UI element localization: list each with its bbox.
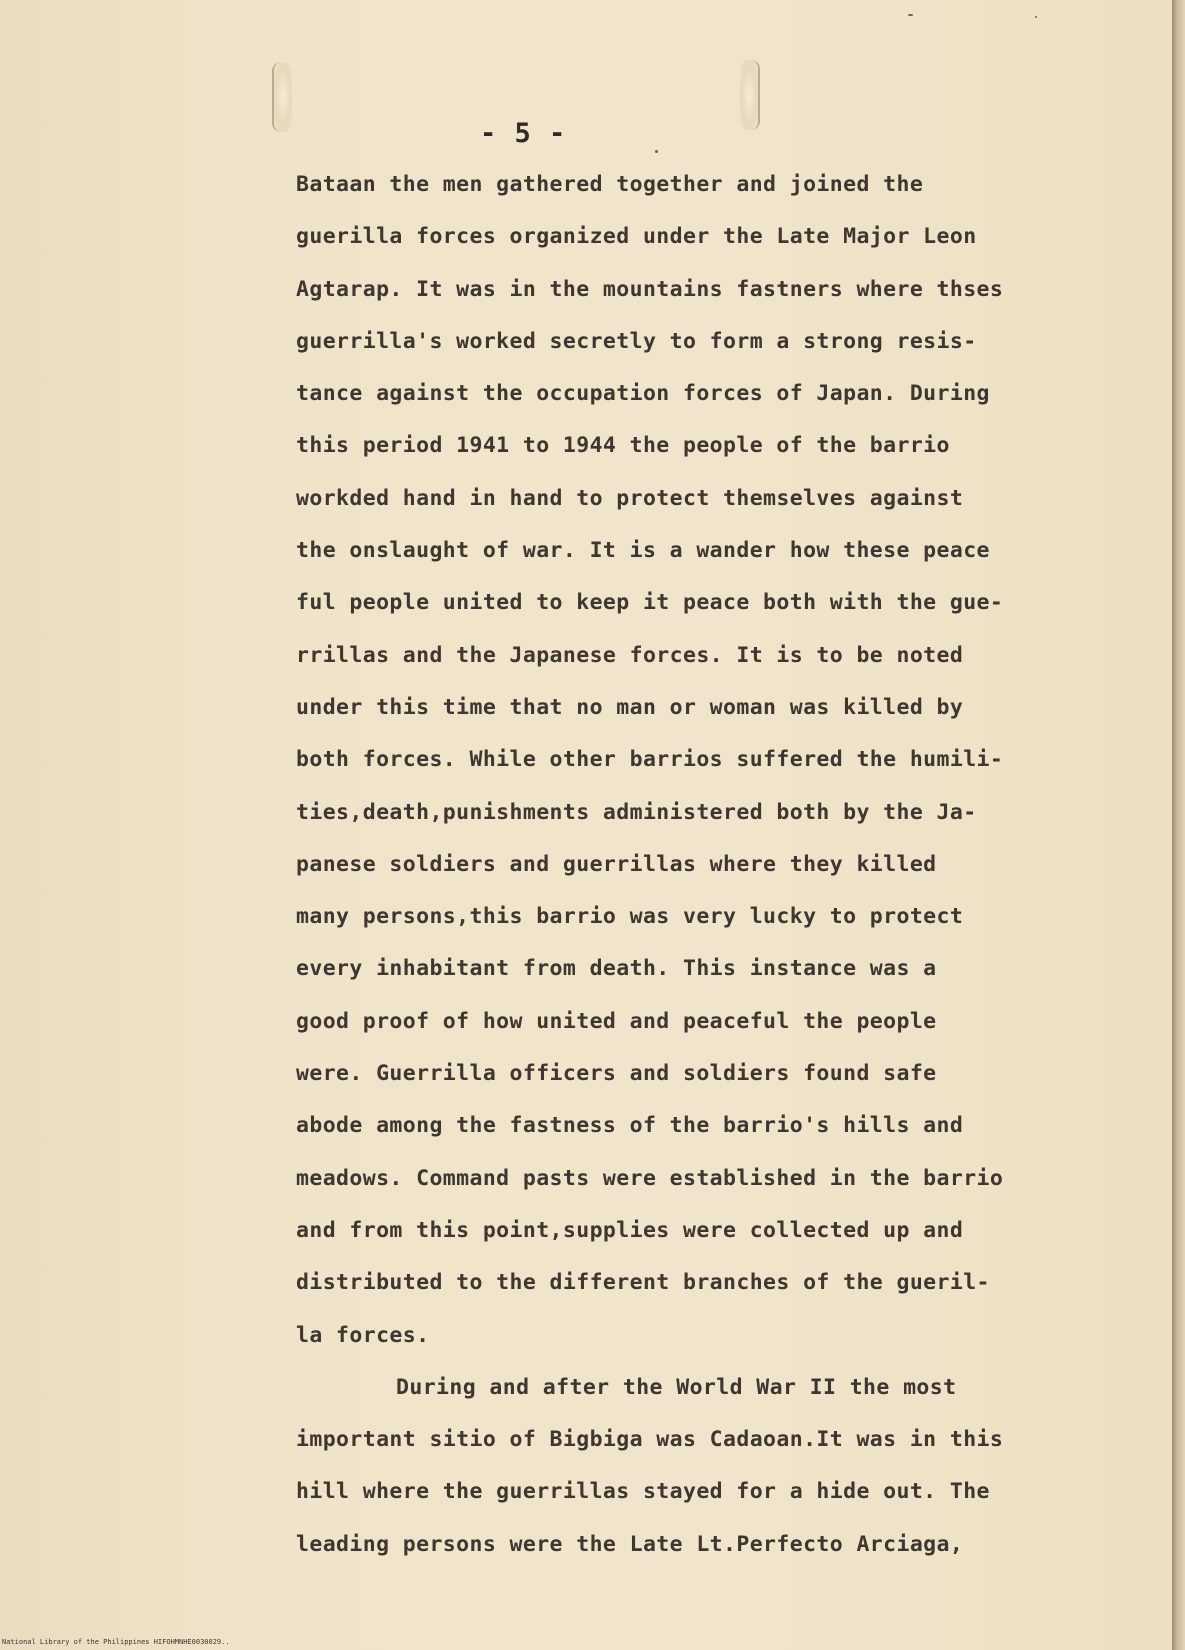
punch-hole-left	[272, 62, 292, 132]
text-line: every inhabitant from death. This instance was a	[296, 956, 937, 982]
text-line: and from this point,supplies were collected up and	[296, 1217, 964, 1243]
text-line: good proof of how united and peaceful the people	[296, 1008, 937, 1034]
text-line: the onslaught of war. It is a wander how these peace	[296, 538, 990, 564]
paper-speck	[655, 150, 658, 153]
text-line: were. Guerrilla officers and soldiers found safe	[296, 1061, 937, 1087]
typed-text-body	[296, 170, 1156, 1582]
text-line: hill where the guerrillas stayed for a hide out. The	[296, 1479, 990, 1505]
paragraph-2	[296, 1373, 1156, 1582]
text-line: During and after the World War II the most	[396, 1374, 957, 1400]
text-line: la forces.	[296, 1322, 430, 1348]
page-number: - 5 -	[480, 118, 567, 149]
text-line: ful people united to keep it peace both with the gue-	[296, 590, 1004, 616]
text-line: Agtarap. It was in the mountains fastners where thses	[296, 276, 1004, 302]
text-line: important sitio of Bigbiga was Cadaoan.It was in this	[296, 1427, 1004, 1453]
text-line: meadows. Command pasts were established in the barrio	[296, 1165, 1004, 1191]
text-line: distributed to the different branches of the gueril-	[296, 1270, 990, 1296]
text-line: panese soldiers and guerrillas where they killed	[296, 851, 937, 877]
text-line: ties,death,punishments administered both by the Ja-	[296, 799, 977, 825]
text-line: guerrilla's worked secretly to form a strong resis-	[296, 328, 977, 354]
paper-speck	[1035, 16, 1037, 18]
text-line: leading persons were the Late Lt.Perfecto Arciaga,	[296, 1531, 964, 1557]
text-line: under this time that no man or woman was killed by	[296, 694, 964, 720]
text-line: Bataan the men gathered together and joined the	[296, 172, 924, 197]
paper-speck	[908, 14, 913, 16]
text-line: workded hand in hand to protect themselves against	[296, 485, 964, 511]
punch-hole-right	[740, 60, 760, 130]
text-line: this period 1941 to 1944 the people of the barrio	[296, 433, 950, 459]
text-line: rrillas and the Japanese forces. It is to be noted	[296, 642, 964, 668]
text-line: abode among the fastness of the barrio's hills and	[296, 1113, 964, 1139]
text-line: both forces. While other barrios suffered the humili-	[296, 747, 1004, 773]
archive-stamp: National Library of the Philippines HIFOHMNHE0030029..	[2, 1638, 230, 1646]
binding-edge	[1172, 0, 1185, 1650]
text-line: guerilla forces organized under the Late Major Leon	[296, 224, 977, 250]
paragraph-1	[296, 170, 1156, 1373]
text-line: tance against the occupation forces of Japan. During	[296, 381, 990, 407]
text-line: many persons,this barrio was very lucky to protect	[296, 904, 964, 930]
